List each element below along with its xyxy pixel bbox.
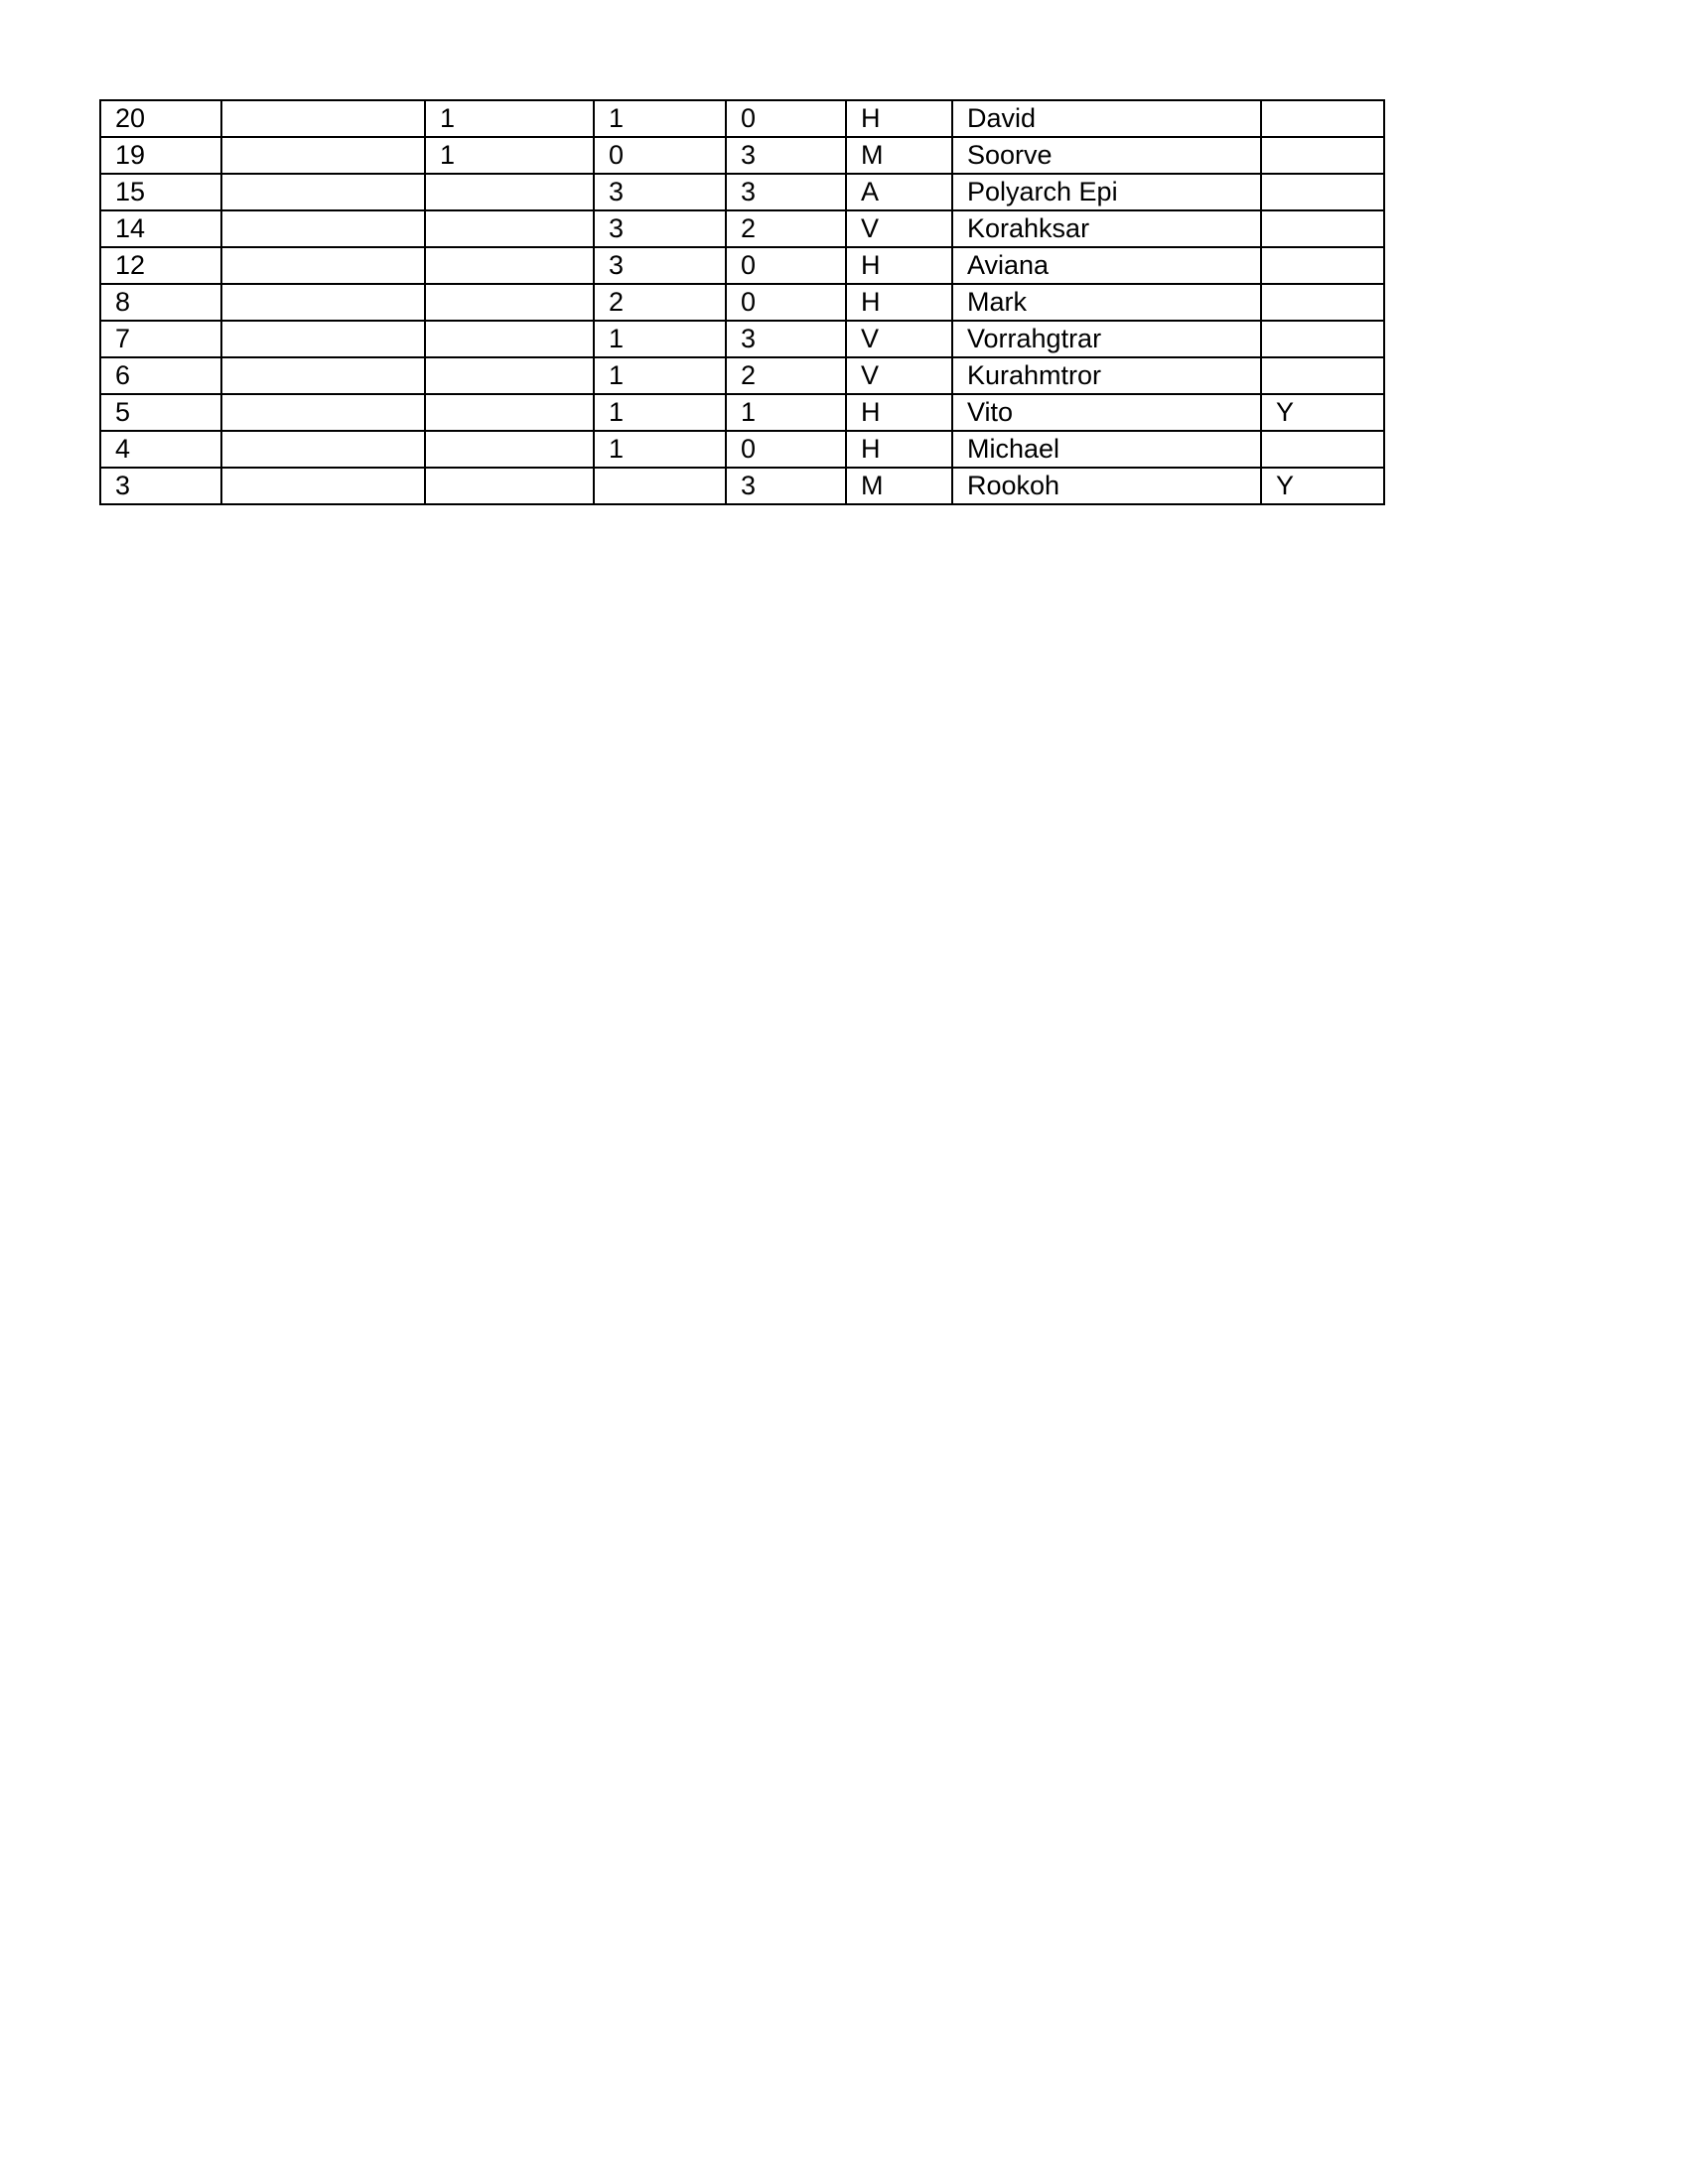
table-cell: 19 [100,137,221,174]
table-cell: 2 [726,357,846,394]
table-cell: 1 [594,431,726,468]
table-cell: 3 [726,468,846,504]
table-cell: 1 [594,357,726,394]
table-cell: Vorrahgtrar [952,321,1261,357]
table-cell: 8 [100,284,221,321]
table-cell: 3 [726,174,846,210]
table-cell: 1 [594,394,726,431]
table-row [100,394,1384,431]
table-cell: Y [1261,468,1384,504]
table-row [100,431,1384,468]
table-cell: 2 [594,284,726,321]
table-cell [425,210,594,247]
table-cell: 20 [100,100,221,137]
table-cell: V [846,321,952,357]
table-cell: Michael [952,431,1261,468]
table-row [100,468,1384,504]
table-cell: 1 [594,100,726,137]
table-cell: 2 [726,210,846,247]
table-cell [221,174,425,210]
table-cell: 5 [100,394,221,431]
table-cell: David [952,100,1261,137]
table-cell [1261,137,1384,174]
table-cell: 0 [594,137,726,174]
table-cell [221,247,425,284]
table-cell [221,210,425,247]
table-row [100,284,1384,321]
table-cell: H [846,100,952,137]
table-cell: 3 [100,468,221,504]
table-cell: 0 [726,247,846,284]
table-cell [221,100,425,137]
table-cell: 1 [726,394,846,431]
table-cell [221,284,425,321]
table-cell: V [846,357,952,394]
table-cell [1261,100,1384,137]
table-cell [1261,174,1384,210]
table-cell [425,431,594,468]
table-cell: 0 [726,431,846,468]
table-cell: Kurahmtror [952,357,1261,394]
table-cell [425,394,594,431]
table-cell [425,357,594,394]
table-cell [594,468,726,504]
table-row [100,100,1384,137]
table-cell: 3 [726,137,846,174]
table-cell: 0 [726,284,846,321]
table-cell: 1 [425,137,594,174]
table-cell: 3 [726,321,846,357]
table-cell: Aviana [952,247,1261,284]
table-cell [425,321,594,357]
table-cell [1261,284,1384,321]
table-cell [1261,210,1384,247]
table-cell: M [846,137,952,174]
table-cell: Korahksar [952,210,1261,247]
table-cell: 6 [100,357,221,394]
table-cell: Y [1261,394,1384,431]
table-cell: 15 [100,174,221,210]
table-cell: 0 [726,100,846,137]
table-cell: Polyarch Epi [952,174,1261,210]
table-cell: H [846,394,952,431]
table-cell: H [846,284,952,321]
table-cell [425,468,594,504]
table-cell: Mark [952,284,1261,321]
table-cell: 3 [594,210,726,247]
table-cell [425,247,594,284]
table-cell: 3 [594,247,726,284]
table-cell: Rookoh [952,468,1261,504]
table-cell [1261,247,1384,284]
table-row [100,210,1384,247]
table-row [100,137,1384,174]
table-row [100,321,1384,357]
table-cell: 7 [100,321,221,357]
table-cell: H [846,247,952,284]
table-cell [221,431,425,468]
table-cell: 12 [100,247,221,284]
table-cell: 1 [594,321,726,357]
table-cell [221,321,425,357]
table-cell: A [846,174,952,210]
table-cell: H [846,431,952,468]
table-cell: Soorve [952,137,1261,174]
table-cell [425,174,594,210]
table-cell [1261,357,1384,394]
data-table [99,99,1385,505]
table-row [100,247,1384,284]
table-cell [425,284,594,321]
table-row [100,174,1384,210]
table-cell: 1 [425,100,594,137]
table-cell [221,357,425,394]
table-cell [221,394,425,431]
table-cell: M [846,468,952,504]
table-cell [221,137,425,174]
table-body [100,100,1384,504]
table-cell: V [846,210,952,247]
table-cell [221,468,425,504]
table-cell: 3 [594,174,726,210]
table-cell: Vito [952,394,1261,431]
table-cell [1261,321,1384,357]
table-cell: 14 [100,210,221,247]
table-row [100,357,1384,394]
table-cell [1261,431,1384,468]
table-cell: 4 [100,431,221,468]
